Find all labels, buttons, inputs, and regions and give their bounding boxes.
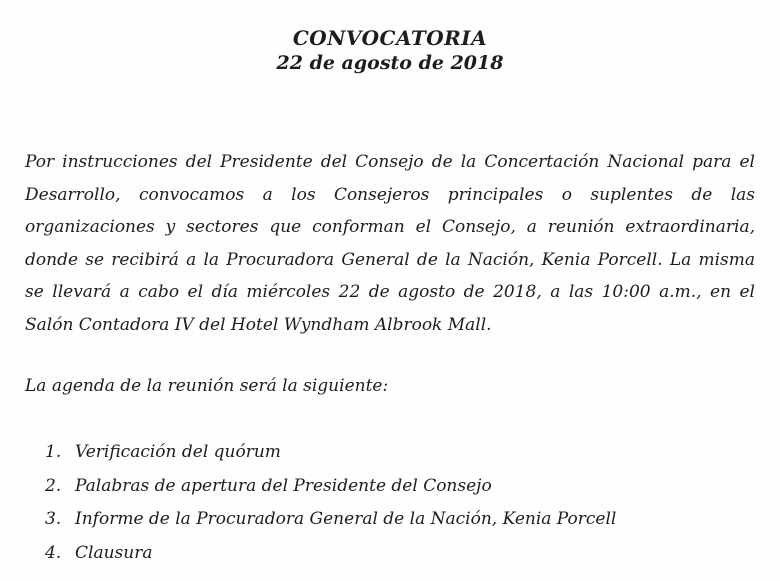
- body-paragraph: [25, 146, 755, 341]
- document-header: [0, 0, 780, 76]
- agenda-item-4-number: 4.: [45, 542, 62, 563]
- agenda-item-4-text: Clausura: [75, 542, 153, 563]
- agenda-item-1-number: 1.: [45, 442, 62, 462]
- agenda-item-4: [45, 542, 755, 564]
- agenda-item-2-text: Palabras de apertura del Presidente del Consejo: [75, 475, 492, 496]
- agenda-item-2-number: 2.: [45, 475, 62, 496]
- body-line-5: se llevará a cabo el día miércoles 22 de agosto de 2018, a las 10:00 a.m., en el: [25, 282, 755, 302]
- document-date: 22 de agosto de 2018: [276, 52, 504, 74]
- agenda-list: [45, 441, 755, 575]
- body-line-4: donde se recibirá a la Procuradora General de la Nación, Kenia Porcell. La misma: [25, 249, 755, 270]
- document-title: CONVOCATORIA: [292, 26, 488, 50]
- agenda-item-3: [45, 508, 755, 530]
- body-line-1: Por instrucciones del Presidente del Consejo de la Concertación Nacional para el: [25, 152, 755, 172]
- agenda-item-3-number: 3.: [45, 509, 62, 529]
- agenda-item-1-text: Verificación del quórum: [75, 442, 281, 462]
- body-line-2: Desarrollo, convocamos a los Consejeros principales o suplentes de las: [25, 184, 755, 205]
- agenda-item-2: [45, 475, 755, 497]
- agenda-intro: La agenda de la reunión será la siguiente:: [25, 376, 389, 396]
- agenda-item-1: [45, 441, 755, 463]
- body-line-3: organizaciones y sectores que conforman el Consejo, a reunión extraordinaria,: [25, 217, 755, 237]
- agenda-item-3-text: Informe de la Procuradora General de la Nación, Kenia Porcell: [75, 509, 617, 529]
- body-line-6: Salón Contadora IV del Hotel Wyndham Albrook Mall.: [25, 314, 492, 335]
